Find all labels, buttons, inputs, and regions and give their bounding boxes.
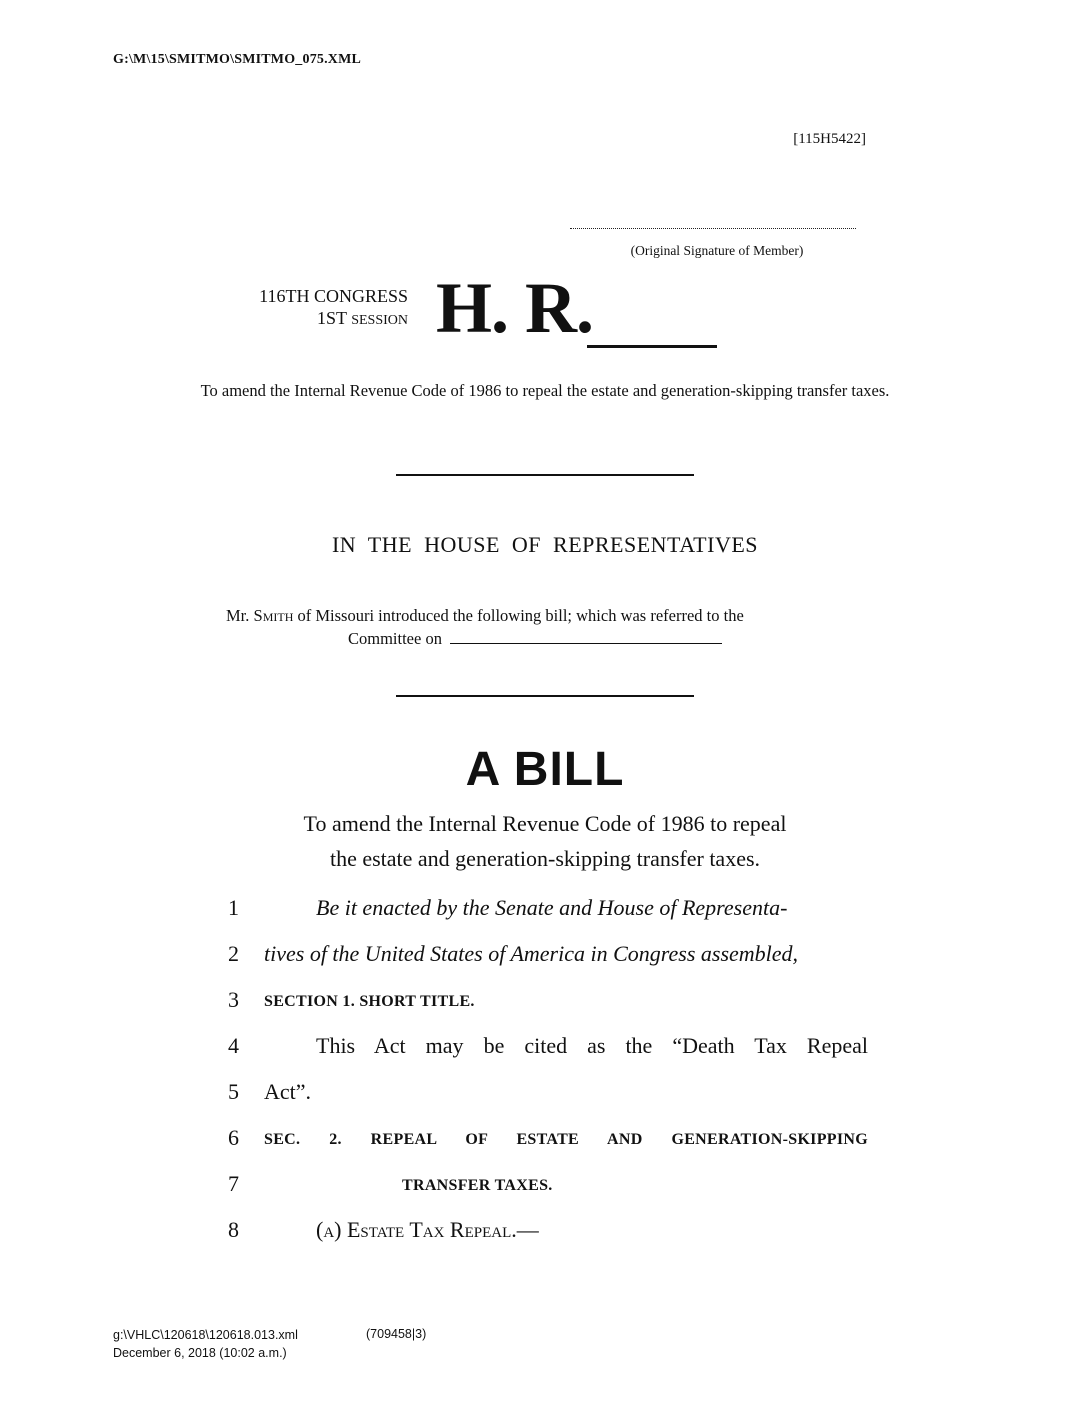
bill-text (228, 893, 868, 1261)
long-title-line-2: the estate and generation-skipping transfer taxes. (329, 846, 761, 871)
line-number: 8 (228, 1217, 239, 1242)
bill-line (228, 1123, 868, 1169)
section-heading: SECTION 1. SHORT TITLE. (264, 993, 475, 1010)
file-path: G:\M\15\SMITMO\SMITMO_075.XML (113, 52, 362, 67)
congress-number: 116TH CONGRESS (259, 286, 408, 306)
line-number: 7 (228, 1171, 239, 1196)
line-text: Be it enacted by the Senate and House of Representa- (316, 895, 788, 920)
committee-label: Committee on (348, 629, 442, 648)
sponsor-prefix: Mr. (226, 606, 250, 625)
signature-caption: (Original Signature of Member) (630, 243, 804, 258)
bill-code: [115H5422] (793, 131, 866, 147)
line-number: 1 (228, 895, 239, 920)
subsection-heading: (a) Estate Tax Repeal.— (316, 1217, 539, 1242)
bill-line (228, 1077, 868, 1123)
line-number: 4 (228, 1033, 239, 1058)
long-title (150, 806, 940, 876)
bill-line (228, 1169, 868, 1215)
bill-line (228, 893, 868, 939)
introduction-text (226, 604, 866, 650)
bill-line (228, 1031, 868, 1077)
divider-rule (396, 695, 694, 697)
footer-file: g:\VHLC\120618\120618.013.xml (113, 1328, 298, 1342)
short-description: To amend the Internal Revenue Code of 1986 to repeal the estate and generation-skipping transfer taxes. (200, 381, 890, 400)
line-text: This Act may be cited as the “Death Tax Repeal (316, 1033, 868, 1058)
section-heading: SEC. 2. REPEAL OF ESTATE AND GENERATION-SKIPPING (264, 1131, 868, 1148)
line-number: 5 (228, 1079, 239, 1104)
footer-date: December 6, 2018 (10:02 a.m.) (113, 1346, 287, 1360)
line-number: 2 (228, 941, 239, 966)
introduction-line-1 (226, 604, 866, 627)
committee-blank (450, 631, 722, 644)
bill-line (228, 1215, 868, 1261)
introduction-line-1-rest: of Missouri introduced the following bill; which was referred to the (297, 606, 744, 625)
bill-line (228, 939, 868, 985)
bill-number-blank (587, 345, 717, 348)
signature-line (570, 228, 856, 229)
session-label (200, 307, 408, 332)
line-number: 6 (228, 1125, 239, 1150)
line-number: 3 (228, 987, 239, 1012)
introduction-line-2 (226, 627, 866, 650)
session-word: SESSION (351, 313, 408, 328)
bill-designation: H. R. (436, 268, 593, 348)
long-title-line-1: To amend the Internal Revenue Code of 1986 to repeal (303, 811, 787, 836)
a-bill-heading: A BILL (465, 743, 625, 796)
footer-code: (709458|3) (366, 1327, 427, 1341)
session-prefix: 1ST (317, 308, 347, 328)
sponsor-name: Smith (253, 606, 294, 625)
line-text: tives of the United States of America in Congress assembled, (264, 941, 799, 966)
section-heading-continued: TRANSFER TAXES. (402, 1177, 553, 1194)
divider-rule (396, 474, 694, 476)
chamber-heading: IN THE HOUSE OF REPRESENTATIVES (331, 532, 758, 557)
bill-line (228, 985, 868, 1031)
congress-session-block (200, 285, 408, 332)
line-text: Act”. (264, 1079, 312, 1104)
